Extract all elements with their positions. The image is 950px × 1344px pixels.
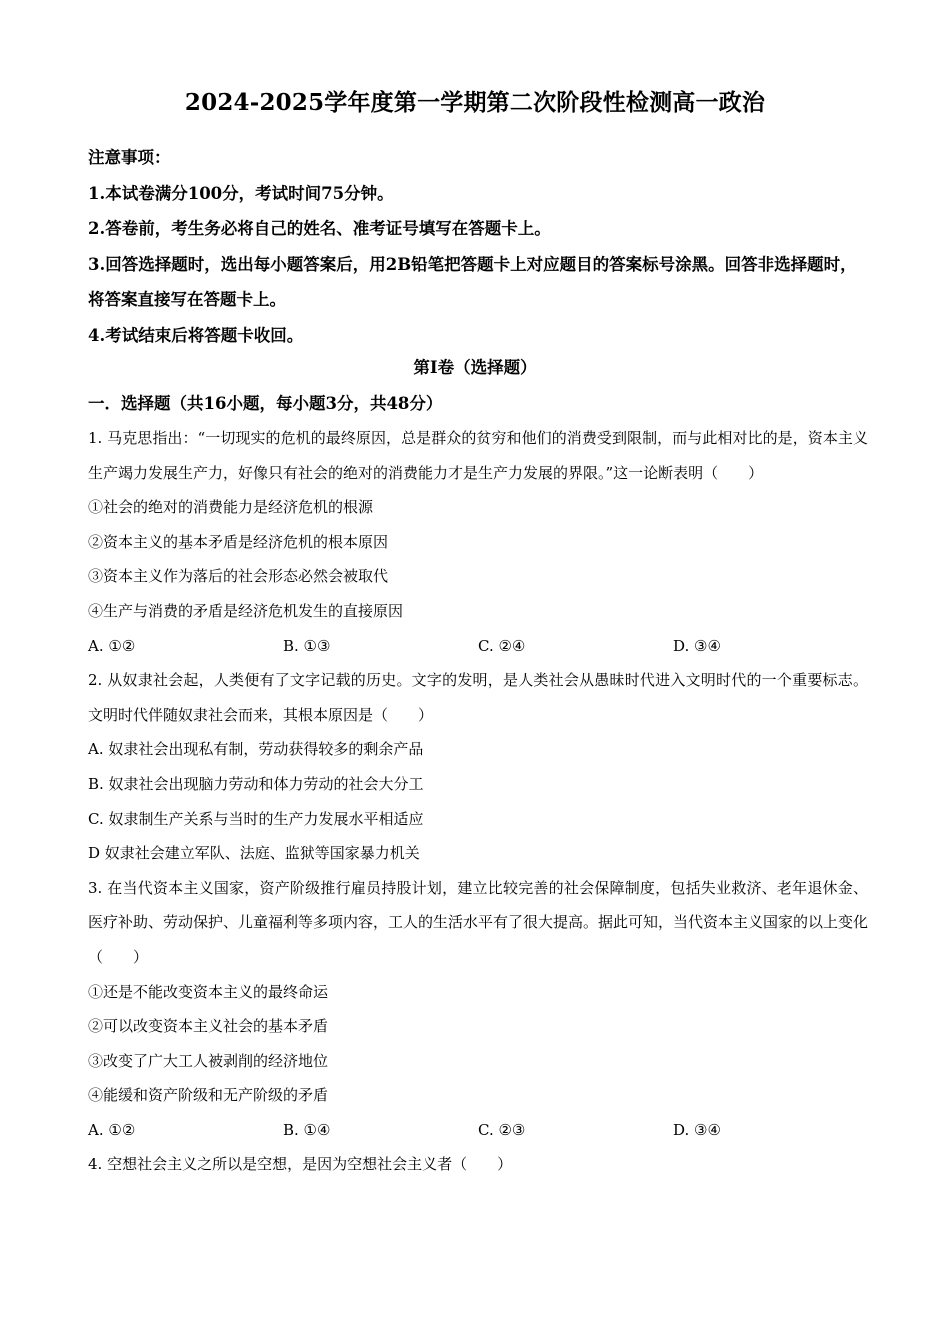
choice-a: A. 奴隶社会出现私有制，劳动获得较多的剩余产品 [88, 740, 424, 759]
question-stem: 4. 空想社会主义之所以是空想，是因为空想社会主义者（ ） [88, 1155, 513, 1174]
question-4 [88, 1147, 868, 1182]
option-a: A. ①② [88, 1120, 136, 1139]
option-row [88, 1113, 868, 1148]
statement: ④能缓和资产阶级和无产阶级的矛盾 [88, 1086, 329, 1105]
option-a: A. ①② [88, 636, 136, 655]
question-stem: 3. 在当代资本主义国家，资产阶级推行雇员持股计划，建立比较完善的社会保障制度，包括失业救济、老年退休金、医疗补助、劳动保护、儿童福利等多项内容，工人的生活水平有了很大提高。据此可知，当代资本主义国家的以上变化（ ） [88, 878, 869, 966]
option-c: C. ②③ [478, 1120, 526, 1139]
question-2 [88, 663, 868, 871]
notes-block [88, 140, 868, 353]
question-3 [88, 871, 868, 1148]
section-title: 一．选择题（共16小题，每小题3分，共48分） [88, 394, 443, 413]
option-row [88, 629, 868, 664]
question-1 [88, 421, 868, 663]
statement: ③改变了广大工人被剥削的经济地位 [88, 1051, 329, 1070]
choice-d: D 奴隶社会建立军队、法庭、监狱等国家暴力机关 [88, 844, 420, 863]
part-title: 第Ⅰ卷（选择题） [413, 358, 537, 377]
statement: ③资本主义作为落后的社会形态必然会被取代 [88, 567, 389, 586]
option-b: B. ①③ [283, 636, 331, 655]
choice-b: B. 奴隶社会出现脑力劳动和体力劳动的社会大分工 [88, 774, 424, 793]
statement: ①社会的绝对的消费能力是经济危机的根源 [88, 498, 374, 517]
statement: ②可以改变资本主义社会的基本矛盾 [88, 1017, 329, 1036]
notes-item: 4.考试结束后将答题卡收回。 [88, 325, 304, 345]
notes-item: 2.答卷前，考生务必将自己的姓名、准考证号填写在答题卡上。 [88, 219, 551, 238]
notes-item: 3.回答选择题时，选出每小题答案后，用2B铅笔把答题卡上对应题目的答案标号涂黑。回答非选择题时，将答案直接写在答题卡上。 [88, 254, 857, 309]
exam-title: 2024-2025学年度第一学期第二次阶段性检测高一政治 [184, 89, 766, 116]
questions-block [88, 421, 868, 1182]
choice-c: C. 奴隶制生产关系与当时的生产力发展水平相适应 [88, 809, 424, 828]
question-stem: 2. 从奴隶社会起，人类便有了文字记载的历史。文字的发明，是人类社会从愚昧时代进入文明时代的一个重要标志。文明时代伴随奴隶社会而来，其根本原因是（ ） [88, 671, 868, 724]
option-c: C. ②④ [478, 636, 526, 655]
notes-heading: 注意事项： [88, 148, 171, 167]
option-d: D. ③④ [673, 1120, 721, 1139]
statement: ④生产与消费的矛盾是经济危机发生的直接原因 [88, 601, 404, 620]
statement: ②资本主义的基本矛盾是经济危机的根本原因 [88, 532, 389, 551]
statement: ①还是不能改变资本主义的最终命运 [88, 982, 329, 1001]
question-stem: 1. 马克思指出：“一切现实的危机的最终原因，总是群众的贫穷和他们的消费受到限制，而与此相对比的是，资本主义生产竭力发展生产力，好像只有社会的绝对的消费能力才是生产力发展的界限。”这一论断表明（ ） [88, 429, 868, 482]
option-d: D. ③④ [673, 636, 721, 655]
notes-item: 1.本试卷满分100分，考试时间75分钟。 [88, 183, 394, 203]
option-b: B. ①④ [283, 1120, 331, 1139]
